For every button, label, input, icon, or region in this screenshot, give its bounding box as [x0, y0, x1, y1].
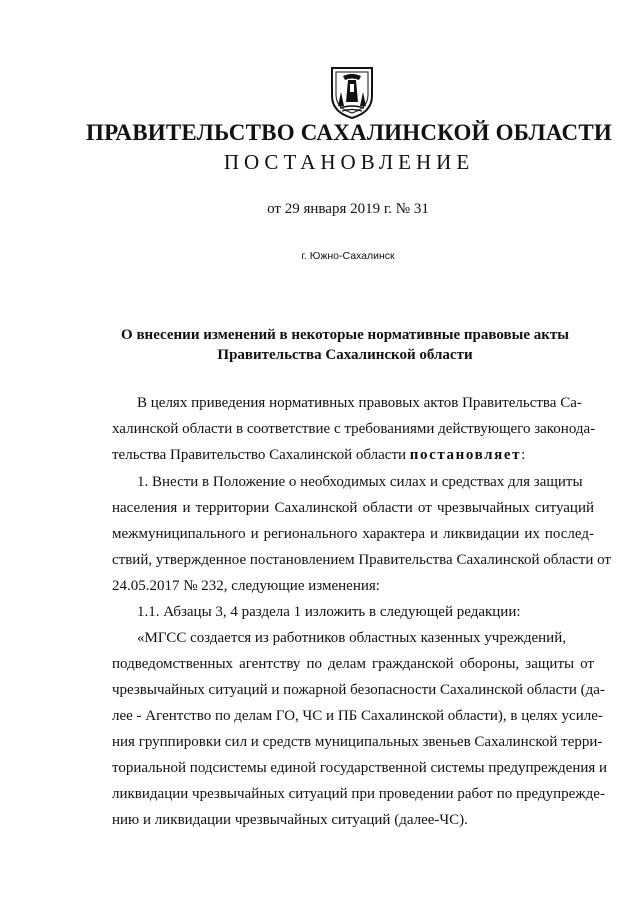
body-line: ствий, утвержденное постановлением Правительства Сахалинской области от — [112, 552, 611, 568]
document-subject — [110, 325, 580, 365]
body-line: В целях приведения нормативных правовых актов Правительства Са- — [137, 395, 582, 411]
body-line: 1.1. Абзацы 3, 4 раздела 1 изложить в следующей редакции: — [137, 604, 521, 620]
document-type: ПОСТАНОВЛЕНИЕ — [223, 150, 475, 174]
body-line: нию и ликвидации чрезвычайных ситуаций (далее-ЧС). — [112, 812, 468, 828]
body-line — [112, 445, 525, 465]
document-date-number: от 29 января 2019 г. № 31 — [267, 201, 429, 217]
body-line: «МГСС создается из работников областных казенных учреждений, — [137, 630, 566, 646]
government-title: ПРАВИТЕЛЬСТВО САХАЛИНСКОЙ ОБЛАСТИ — [86, 120, 612, 145]
body-text: тельства Правительство Сахалинской области — [112, 447, 410, 463]
subject-line-1: О внесении изменений в некоторые нормативные правовые акты — [121, 327, 569, 343]
coat-of-arms-icon — [328, 62, 376, 120]
decree-keyword: постановляет — [409, 447, 522, 463]
body-line: 1. Внести в Положение о необходимых силах и средствах для защиты — [137, 474, 583, 490]
body-line: межмуниципального и регионального характера и ликвидации их послед- — [112, 526, 594, 542]
body-line: лее - Агентство по делам ГО, ЧС и ПБ Сахалинской области), в целях усиле- — [112, 708, 603, 724]
body-line: 24.05.2017 № 232, следующие изменения: — [112, 578, 380, 594]
body-line: ликвидации чрезвычайных ситуаций при проведении работ по предупрежде- — [112, 786, 605, 802]
body-line: чрезвычайных ситуаций и пожарной безопасности Сахалинской области (да- — [112, 682, 605, 698]
body-line: подведомственных агентству по делам гражданской обороны, защиты от — [112, 656, 594, 672]
document-city: г. Южно-Сахалинск — [301, 250, 395, 262]
subject-line-2: Правительства Сахалинской области — [217, 347, 473, 363]
body-line: халинской области в соответствие с требованиями действующего законода- — [112, 421, 596, 437]
body-text: : — [521, 447, 526, 463]
body-line: ториальной подсистемы единой государственной системы предупреждения и — [112, 760, 608, 776]
body-line: населения и территории Сахалинской области от чрезвычайных ситуаций — [112, 500, 594, 516]
body-line: ния группировки сил и средств муниципальных звеньев Сахалинской терри- — [112, 734, 603, 750]
